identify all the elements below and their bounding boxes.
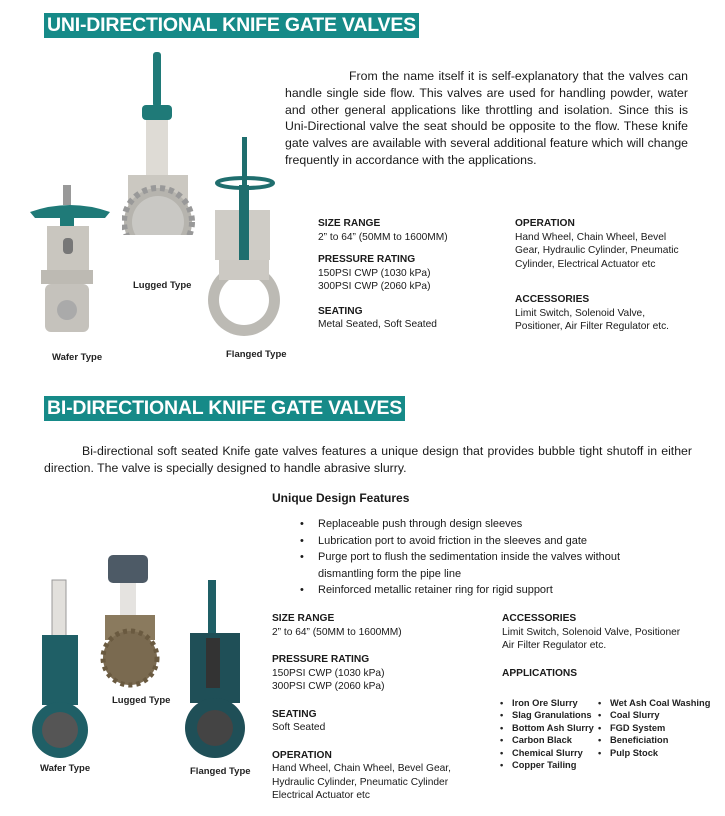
spec-value: Hand Wheel, Chain Wheel, Bevel Gear, Hydraulic Cylinder, Pneumatic Cylinder, Electrical Actuator etc [515, 231, 679, 270]
spec-value: Air Filter Regulator etc. [502, 640, 607, 651]
uni-description: From the name itself it is self-explanatory that the valves can handle single side flow. This valves are used for handling powder, water and other general applications like throttling and isolation. Since this is Uni-Directional valve the seat should be opposite to the flow. These knife gate valves are available with several additional feature which will change frequently in accordance with the applications. [285, 69, 688, 167]
application-item: • Copper Tailing [500, 759, 594, 771]
bi-section-title: BI-DIRECTIONAL KNIFE GATE VALVES [44, 396, 405, 421]
uni-lugged-caption: Lugged Type [133, 280, 192, 291]
bi-description: Bi-directional soft seated Knife gate valves features a unique design that provides bubble tight shutoff in either direction. The valve is specially designed to handle abrasive slurry. [44, 444, 692, 475]
spec-value: 2” to 64” (50MM to 1600MM) [318, 231, 448, 243]
spec-heading: ACCESSORIES [502, 613, 577, 624]
feature-item: • Reinforced metallic retainer ring for rigid support [296, 582, 636, 599]
spec-heading: OPERATION [515, 218, 575, 229]
bi-specs-left [272, 612, 482, 812]
spec-heading: ACCESSORIES [515, 294, 590, 305]
spec-value: Metal Seated, Soft Seated [318, 319, 437, 330]
uni-specs-left [318, 217, 503, 341]
spec-heading: PRESSURE RATING [272, 654, 370, 665]
spec-heading: SEATING [318, 305, 363, 317]
bi-lugged-valve-image [93, 540, 168, 690]
features-title: Unique Design Features [272, 491, 410, 505]
feature-item: • Replaceable push through design sleeves [296, 516, 636, 533]
bi-wafer-caption: Wafer Type [40, 763, 91, 774]
bi-wafer-valve-image [30, 575, 90, 765]
bi-flanged-caption: Flanged Type [190, 766, 251, 777]
application-item: • Carbon Black [500, 734, 594, 746]
application-item: • Slag Granulations [500, 709, 594, 721]
application-item: • Wet Ash Coal Washing [598, 697, 710, 709]
bi-specs-right [502, 612, 722, 689]
bi-flanged-valve-image [180, 578, 250, 768]
bi-lugged-caption: Lugged Type [112, 695, 171, 706]
application-item: • FGD System [598, 722, 710, 734]
applications-col2 [598, 697, 710, 759]
spec-value: 150PSI CWP (1030 kPa) [318, 267, 431, 279]
spec-value: Electrical Actuator etc [272, 790, 370, 801]
application-item: • Pulp Stock [598, 747, 710, 759]
lugged-valve-image [122, 50, 197, 235]
spec-heading: SIZE RANGE [272, 613, 335, 624]
application-item: • Chemical Slurry [500, 747, 594, 759]
application-item: • Iron Ore Slurry [500, 697, 594, 709]
spec-heading: PRESSURE RATING [318, 254, 416, 265]
spec-heading: SIZE RANGE [318, 218, 381, 229]
feature-item: • Purge port to flush the sedimentation inside the valves without dismantling form the pipe line [296, 549, 636, 582]
uni-section-title: UNI-DIRECTIONAL KNIFE GATE VALVES [44, 13, 419, 38]
spec-value: 300PSI CWP (2060 kPa) [272, 681, 385, 692]
spec-value: 2” to 64” (50MM to 1600MM) [272, 626, 402, 638]
flanged-valve-image [205, 135, 285, 340]
application-item: • Beneficiation [598, 734, 710, 746]
spec-value: Hand Wheel, Chain Wheel, Bevel Gear, [272, 763, 451, 774]
uni-wafer-caption: Wafer Type [52, 352, 103, 363]
application-item: • Coal Slurry [598, 709, 710, 721]
spec-value: 150PSI CWP (1030 kPa) [272, 667, 385, 679]
spec-heading: SEATING [272, 708, 317, 720]
wafer-valve-image [25, 180, 115, 345]
spec-value: Soft Seated [272, 722, 326, 733]
features-list [296, 516, 636, 599]
spec-value: Limit Switch, Solenoid Valve, Positioner, Air Filter Regulator etc. [515, 307, 670, 332]
uni-flanged-caption: Flanged Type [226, 349, 287, 360]
spec-value: Hydraulic Cylinder, Pneumatic Cylinder [272, 776, 449, 788]
feature-item: • Lubrication port to avoid friction in the sleeves and gate [296, 533, 636, 550]
application-item: • Bottom Ash Slurry [500, 722, 594, 734]
uni-specs-right [515, 217, 685, 343]
spec-heading: APPLICATIONS [502, 667, 578, 679]
spec-heading: OPERATION [272, 749, 332, 761]
spec-value: Limit Switch, Solenoid Valve, Positioner [502, 626, 681, 638]
spec-value: 300PSI CWP (2060 kPa) [318, 281, 431, 292]
applications-col1 [500, 697, 594, 771]
